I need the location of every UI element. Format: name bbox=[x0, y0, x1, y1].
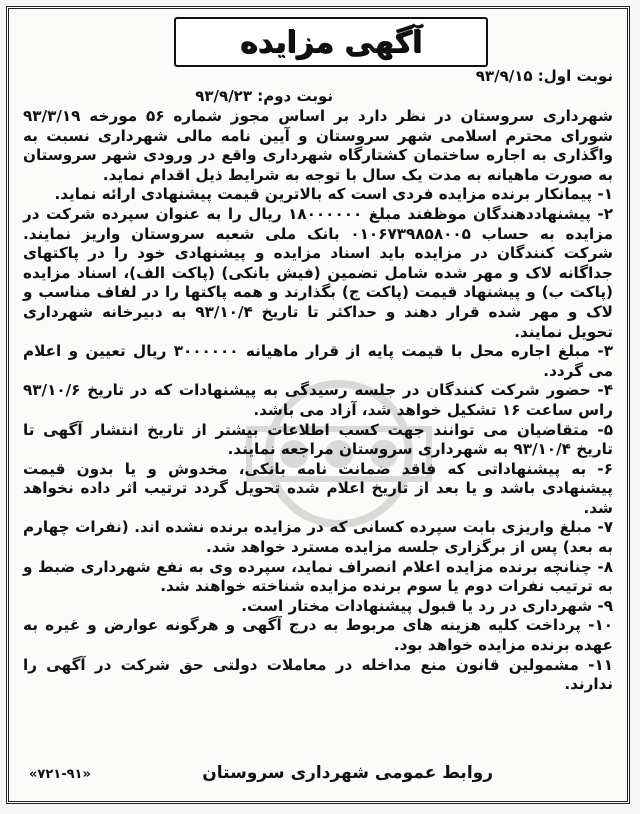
ad-frame bbox=[6, 6, 630, 804]
intro-paragraph: شهرداری سروستان در نظر دارد بر اساس مجوز شماره ۵۶ مورخه ۹۳/۳/۱۹ شورای محترم اسلامی شهر سروستان و آیین نامه مالی شهرداری نسبت به واگذاری به اجاره ساختمان کشتارگاه شهرداری واقع در ورودی شهر سروستان به صورت ماهیانه به مدت یک سال با توجه به شرایط ذیل اقدام نماید. bbox=[23, 107, 613, 184]
title-box bbox=[174, 17, 488, 67]
clause-7: ۷- مبلغ واریزی بابت سپرده کسانی که در مزایده برنده نشده اند. (نفرات چهارم به بعد) پس از برگزاری جلسه مزایده مسترد خواهد شد. bbox=[23, 518, 613, 557]
clause-4: ۴- حضور شرکت کنندگان در جلسه رسیدگی به پیشنهادات که در تاریخ ۹۳/۱۰/۶ راس ساعت ۱۶ تشکیل خواهد شد، آزاد می باشد. bbox=[23, 381, 613, 419]
notice-first-row bbox=[23, 67, 613, 87]
ad-title: آگهی مزایده bbox=[239, 24, 423, 60]
clause-6: ۶- به پیشنهاداتی که فاقد ضمانت نامه بانکی، مخدوش و یا بدون قیمت پیشنهادی باشد و یا بعد از تاریخ اعلام شده تحویل گردد ترتیب اثر داده نخواهد شد. bbox=[23, 459, 613, 517]
clause-3: ۳- مبلغ اجاره محل با قیمت پایه از قرار ماهیانه ۳۰۰۰۰۰۰ ریال تعیین و اعلام می گردد. bbox=[23, 342, 613, 380]
footer bbox=[23, 763, 613, 789]
clause-8: ۸- چنانچه برنده مزایده اعلام انصراف نماید، سپرده وی به نفع شهرداری ضبط و به ترتیب نفرات دوم یا سوم برنده مزایده شناخته خواهند شد. bbox=[23, 557, 613, 596]
clause-11: ۱۱- مشمولین قانون منع مداخله در معاملات دولتی حق شرکت در آگهی را ندارند. bbox=[23, 655, 613, 694]
ad-code: «۷۲۱-۹۱» bbox=[29, 767, 91, 782]
clause-9: ۹- شهرداری در رد یا قبول پیشنهادات مختار است. bbox=[241, 596, 613, 615]
clause-2: ۲- پیشنهاددهندگان موظفند مبلغ ۱۸۰۰۰۰۰۰ ریال را به عنوان سپرده شرکت در مزایده به حساب ۰۱۰۶۷۳۹۸۵۸۰۰۵ بانک ملی شعبه سروستان واریز نمایند. شرکت کنندگان در مزایده باید اسناد مزایده و پیشنهادی خود را در پاکتهای جداگانه لاک و مهر شده شامل تضمین (فیش بانکی) (پاکت الف)، اسناد مزایده (پاکت ب) و پیشنهاد قیمت (پاکت ج) بگذارند و همه پاکتها را در لفاف مناسب و لاک و مهر شده قرار دهند و حداکثر تا تاریخ ۹۳/۱۰/۴ به دبیرخانه شهرداری تحویل نمایند. bbox=[23, 204, 614, 341]
ad-body bbox=[23, 107, 613, 695]
clause-10: ۱۰- پرداخت کلیه هزینه های مربوط به درج آگهی و هرگونه عوارض و غیره به عهده برنده مزایده خواهد بود. bbox=[23, 616, 613, 655]
signature: روابط عمومی شهرداری سروستان bbox=[202, 763, 493, 783]
clause-1: ۱- پیمانکار برنده مزایده فردی است که بالاترین قیمت پیشنهادی ارائه نماید. bbox=[54, 185, 613, 204]
notice-second-row bbox=[23, 87, 613, 107]
clause-5: ۵- متقاضیان می توانند جهت کسب اطلاعات بیشتر از تاریخ انتشار آگهی تا تاریخ ۹۳/۱۰/۴ به شهرداری سروستان مراجعه نمایند. bbox=[23, 420, 613, 459]
notice-second: نوبت دوم: ۹۳/۹/۲۳ bbox=[195, 87, 333, 105]
notice-first: نوبت اول: ۹۳/۹/۱۵ bbox=[475, 67, 613, 85]
